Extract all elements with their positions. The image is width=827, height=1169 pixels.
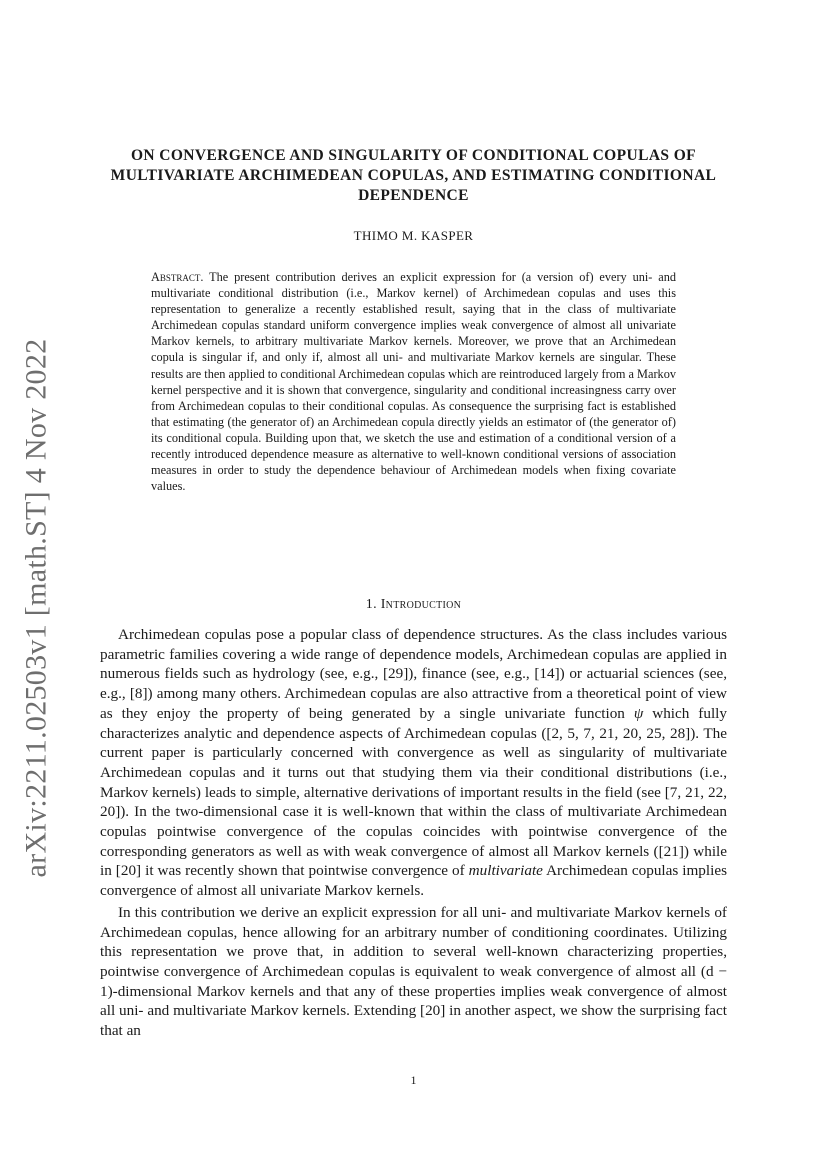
introduction-body	[100, 625, 727, 1041]
introduction-paragraph-2	[100, 903, 727, 1041]
paragraph-1-text-a: Archimedean copulas pose a popular class of dependence structures. As the class includes various parametric families covering a wide range of dependence models, Archimedean copulas are applied in numerous fields such as hydrology (see, e.g., [29]), finance (see, e.g., [14]) or actuarial sciences (see, e.g., [8]) among many others. Archimedean copulas are also attractive from a theoretical point of view as they enjoy the property of being generated by a single univariate function	[100, 626, 727, 722]
abstract-label: Abstract.	[151, 270, 204, 284]
introduction-paragraph-1	[100, 625, 727, 901]
abstract	[151, 269, 676, 494]
paragraph-2-text-b: -dimensional Markov kernels and that any of these properties implies weak convergence of almost all uni- and multivariate Markov kernels. Extending [20] in another aspect, we show the surprising fact that an	[100, 982, 727, 1040]
paper-title: ON CONVERGENCE AND SINGULARITY OF CONDITIONAL COPULAS OF MULTIVARIATE ARCHIMEDEAN COPULAS, AND ESTIMATING CONDITIONAL DEPENDENCE	[110, 147, 717, 204]
paragraph-2-text-a: In this contribution we derive an explicit expression for all uni- and multivariate Markov kernels of Archimedean copulas, hence allowing for an arbitrary number of conditioning coordinates. Utilizing this representation we prove that, in addition to several well-known characterizing properties, pointwise convergence of Archimedean copulas is equivalent to weak convergence of almost all	[100, 903, 727, 980]
section-number: 1.	[365, 597, 377, 612]
paragraph-1-emphasis: multivariate	[468, 862, 543, 880]
arxiv-identifier-text: arXiv:2211.02503v1 [math.ST] 4 Nov 2022	[19, 338, 52, 877]
section-title: Introduction	[380, 597, 462, 612]
arxiv-identifier-stamp	[8, 338, 64, 877]
section-heading	[100, 597, 727, 613]
dimension-expression: (d − 1)	[100, 962, 727, 1000]
page-number: 1	[410, 1073, 417, 1087]
paragraph-1-text-c: Archimedean copulas implies convergence of almost all univariate Markov kernels.	[100, 862, 727, 900]
psi-symbol: ψ	[633, 704, 644, 722]
abstract-text: The present contribution derives an explicit expression for (a version of) every uni- and multivariate conditional distribution (i.e., Markov kernel) of Archimedean copulas and uses this representation to generalize a recently established result, saying that in the class of multivariate Archimedean copulas standard uniform convergence implies weak convergence of almost all univariate Markov kernels, to arbitrary multivariate Markov kernels. Moreover, we prove that an Archimedean copula is singular if, and only if, almost all uni- and multivariate Markov kernels are singular. These results are then applied to conditional Archimedean copulas which are reintroduced largely from a Markov kernel perspective and it is shown that convergence, singularity and conditional increasingness carry over from Archimedean copulas to their conditional copulas. As consequence the surprising fact is established that estimating (the generator of) an Archimedean copula directly yields an estimator of (the generator of) its conditional copula. Building upon that, we sketch the use and estimation of a conditional version of a recently introduced dependence measure as alternative to well-known conditional versions of association measures in order to study the dependence behaviour of Archimedean models when fixing covariate values.	[151, 270, 677, 494]
paragraph-1-text-b: which fully characterizes analytic and dependence aspects of Archimedean copulas ([2, 5, 7, 21, 20, 25, 28]). The current paper is particularly concerned with convergence as well as singularity of multivariate Archimedean copulas and it turns out that studying them via their conditional distributions (i.e., Markov kernels) leads to simple, alternative derivations of important results in the field (see [7, 21, 22, 20]). In the two-dimensional case it is well-known that within the class of multivariate Archimedean copulas pointwise convergence of the copulas coincides with pointwise convergence of the corresponding generators as well as with weak convergence of almost all Markov kernels ([21]) while in [20] it was recently shown that pointwise convergence of	[100, 704, 727, 880]
paper-author: THIMO M. KASPER	[353, 228, 474, 243]
